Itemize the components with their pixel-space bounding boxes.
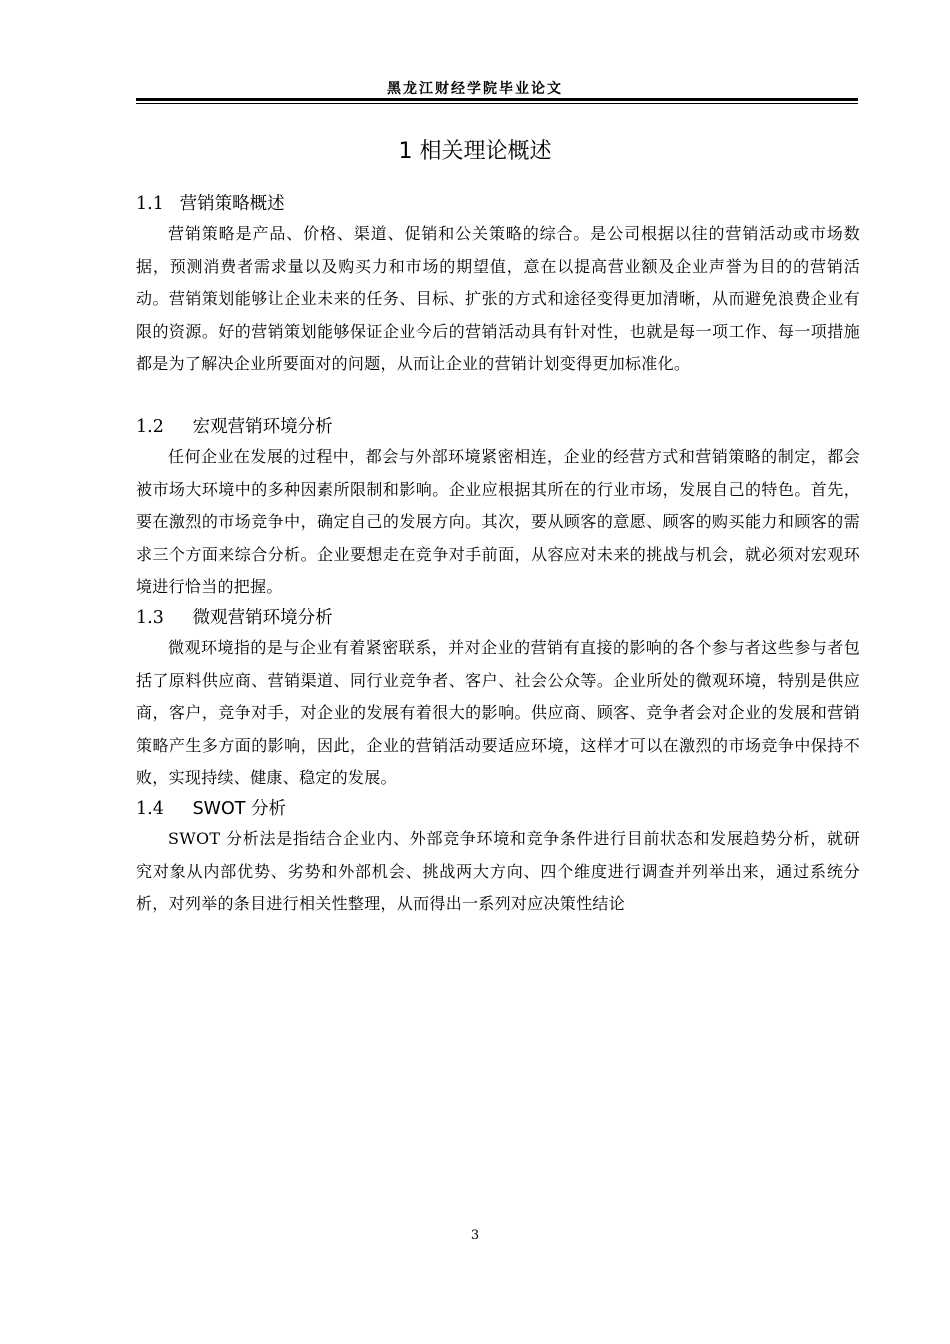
section-number: 1.2 (136, 417, 164, 437)
section-paragraph-1-2: 任何企业在发展的过程中，都会与外部环境紧密相连，企业的经营方式和营销策略的制定，都会被市场大环境中的多种因素所限制和影响。企业应根据其所在的行业市场，发展自己的特色。首先，要在激烈的市场竞争中，确定自己的发展方向。其次，要从顾客的意愿、顾客的购买能力和顾客的需求三个方面来综合分析。企业要想走在竞争对手前面，从容应对未来的挑战与机会，就必须对宏观环境进行恰当的把握。 (136, 447, 860, 597)
header-rule-thick (136, 98, 858, 101)
section-title: 营销策略概述 (179, 194, 285, 214)
section-heading-1-2 (136, 413, 333, 438)
section-number: 1.4 (136, 799, 164, 819)
section-title: 宏观营销环境分析 (192, 417, 333, 437)
section-title: SWOT 分析 (192, 799, 287, 819)
section-paragraph-1-4: SWOT 分析法是指结合企业内、外部竞争环境和竞争条件进行目前状态和发展趋势分析，就研究对象从内部优势、劣势和外部机会、挑战两大方向、四个维度进行调查并列举出来，通过系统分析，对列举的条目进行相关性整理，从而得出一系列对应决策性结论 (136, 829, 860, 914)
header-rule-thin (136, 103, 858, 104)
section-heading-1-4 (136, 795, 286, 820)
section-number: 1.3 (136, 608, 164, 628)
section-heading-1-1 (136, 190, 285, 215)
section-paragraph-1-1: 营销策略是产品、价格、渠道、促销和公关策略的综合。是公司根据以往的营销活动或市场数据，预测消费者需求量以及购买力和市场的期望值，意在以提高营业额及企业声誉为目的的营销活动。营销策划能够让企业未来的任务、目标、扩张的方式和途径变得更加清晰，从而避免浪费企业有限的资源。好的营销策划能够保证企业今后的营销活动具有针对性，也就是每一项工作、每一项措施都是为了解决企业所要面对的问题，从而让企业的营销计划变得更加标准化。 (136, 224, 860, 374)
section-heading-1-3 (136, 604, 333, 629)
page-number: 3 (470, 1228, 480, 1243)
section-paragraph-1-3: 微观环境指的是与企业有着紧密联系，并对企业的营销有直接的影响的各个参与者这些参与者包括了原料供应商、营销渠道、同行业竞争者、客户、社会公众等。企业所处的微观环境，特别是供应商，客户，竞争对手，对企业的发展有着很大的影响。供应商、顾客、竞争者会对企业的发展和营销策略产生多方面的影响，因此，企业的营销活动要适应环境，这样才可以在激烈的市场竞争中保持不败，实现持续、健康、稳定的发展。 (136, 638, 860, 788)
section-title: 微观营销环境分析 (192, 608, 333, 628)
chapter-title: 1 相关理论概述 (398, 139, 552, 164)
section-number: 1.1 (136, 194, 164, 214)
running-header: 黑龙江财经学院毕业论文 (387, 81, 563, 97)
